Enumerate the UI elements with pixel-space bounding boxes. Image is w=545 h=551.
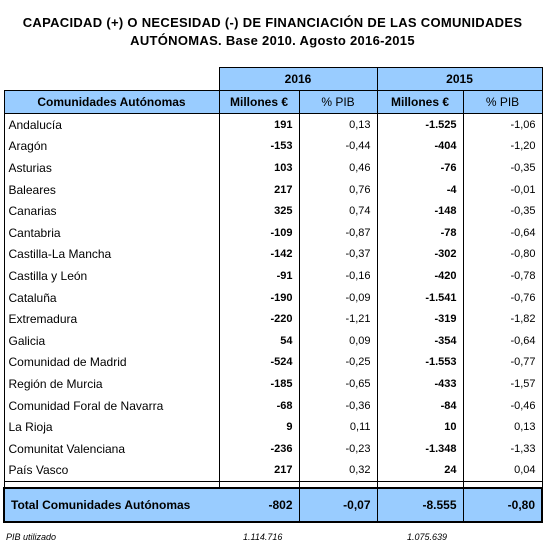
region-name-cell: Comunidad de Madrid [4,352,219,374]
table-row [4,438,542,460]
region-name-cell: Baleares [4,179,219,201]
millones-2015-cell: -1.525 [377,114,463,136]
financing-table [3,67,543,523]
millones-2016-cell: 103 [219,157,299,179]
pib-2016-cell: 0,09 [299,330,377,352]
table-row [4,222,542,244]
table-row [4,200,542,222]
millones-2016-cell: 54 [219,330,299,352]
table-row [4,330,542,352]
millones-2015-cell: -1.348 [377,438,463,460]
table-row [4,395,542,417]
millones-2016-cell: 217 [219,179,299,201]
millones-2016-cell: 217 [219,460,299,482]
pib-2015-cell: -0,64 [463,222,542,244]
pib-2015-cell: -0,80 [463,244,542,266]
region-name-cell: Cantabria [4,222,219,244]
region-name-cell: La Rioja [4,416,219,438]
pib-2015-cell: -0,76 [463,287,542,309]
table-row [4,157,542,179]
millones-2015-cell: 10 [377,416,463,438]
pib-2015-cell: -0,01 [463,179,542,201]
millones-2015-cell: -4 [377,179,463,201]
millones-2015-cell: -84 [377,395,463,417]
millones-2016-cell: -68 [219,395,299,417]
table-row [4,136,542,158]
pib-2015-cell: -0,64 [463,330,542,352]
millones-2016-cell: -190 [219,287,299,309]
column-header-pib-2015: % PIB [463,91,542,114]
total-row [4,488,542,522]
millones-2015-cell: -1.553 [377,352,463,374]
millones-2015-cell: -404 [377,136,463,158]
pib-2015-cell: -1,57 [463,373,542,395]
pib-2015-cell: -0,77 [463,352,542,374]
pib-label: PIB utilizado [6,532,57,542]
pib-2016-cell: 0,13 [299,114,377,136]
region-name-cell: Comunitat Valenciana [4,438,219,460]
pib-2016-cell: -0,09 [299,287,377,309]
table-row [4,416,542,438]
pib-2015-cell: 0,13 [463,416,542,438]
pib-2015-cell: -0,78 [463,265,542,287]
millones-2015-cell: -76 [377,157,463,179]
millones-2016-cell: -109 [219,222,299,244]
millones-2016-cell: -220 [219,308,299,330]
table-row [4,352,542,374]
millones-2015-cell: -302 [377,244,463,266]
table-row [4,265,542,287]
millones-2015-cell: -1.541 [377,287,463,309]
column-header-pib-2016: % PIB [299,91,377,114]
pib-2016-cell: 0,32 [299,460,377,482]
region-name-cell: Extremadura [4,308,219,330]
pib-2015-cell: -1,06 [463,114,542,136]
millones-2016-cell: -153 [219,136,299,158]
pib-2016-cell: -1,21 [299,308,377,330]
region-name-cell: Galicia [4,330,219,352]
pib-2015-cell: -0,35 [463,157,542,179]
total-millones-2016: -802 [219,488,299,522]
table-row [4,460,542,482]
pib-2015-cell: -0,46 [463,395,542,417]
pib-2016-cell: -0,16 [299,265,377,287]
table-title [0,14,545,50]
millones-2016-cell: -236 [219,438,299,460]
region-name-cell: Asturias [4,157,219,179]
millones-2016-cell: -142 [219,244,299,266]
total-pib-2016: -0,07 [299,488,377,522]
region-name-cell: Cataluña [4,287,219,309]
total-millones-2015: -8.555 [377,488,463,522]
table-row [4,114,542,136]
region-name-cell: Comunidad Foral de Navarra [4,395,219,417]
region-name-cell: Aragón [4,136,219,158]
pib-2016-cell: 0,76 [299,179,377,201]
pib-2015-cell: -1,82 [463,308,542,330]
pib-2016-cell: -0,23 [299,438,377,460]
region-name-cell: Región de Murcia [4,373,219,395]
title-line-2: AUTÓNOMAS. Base 2010. Agosto 2016-2015 [130,33,415,48]
year-2015-header: 2015 [377,68,542,91]
region-name-cell: País Vasco [4,460,219,482]
table-row [4,244,542,266]
region-name-cell: Castilla-La Mancha [4,244,219,266]
pib-2016-cell: -0,37 [299,244,377,266]
millones-2015-cell: -420 [377,265,463,287]
region-name-cell: Castilla y León [4,265,219,287]
millones-2015-cell: -433 [377,373,463,395]
pib-2016-value: 1.114.716 [243,532,283,542]
millones-2016-cell: 9 [219,416,299,438]
pib-2016-cell: -0,65 [299,373,377,395]
pib-2016-cell: -0,44 [299,136,377,158]
pib-2015-cell: -1,33 [463,438,542,460]
millones-2016-cell: -185 [219,373,299,395]
pib-2015-cell: 0,04 [463,460,542,482]
table-row [4,373,542,395]
pib-2016-cell: 0,74 [299,200,377,222]
pib-2016-cell: -0,87 [299,222,377,244]
column-header-millones-2016: Millones € [219,91,299,114]
millones-2015-cell: -319 [377,308,463,330]
pib-2015-cell: -1,20 [463,136,542,158]
total-pib-2015: -0,80 [463,488,542,522]
table-row [4,179,542,201]
millones-2015-cell: 24 [377,460,463,482]
table-row [4,308,542,330]
region-name-cell: Canarias [4,200,219,222]
millones-2016-cell: -91 [219,265,299,287]
title-line-1: CAPACIDAD (+) O NECESIDAD (-) DE FINANCIACIÓN DE LAS COMUNIDADES [22,15,523,30]
table-row [4,287,542,309]
year-2016-header: 2016 [219,68,377,91]
millones-2015-cell: -78 [377,222,463,244]
pib-2015-cell: -0,35 [463,200,542,222]
pib-2016-cell: 0,46 [299,157,377,179]
millones-2015-cell: -148 [377,200,463,222]
pib-2015-value: 1.075.639 [407,532,448,542]
millones-2015-cell: -354 [377,330,463,352]
pib-2016-cell: -0,25 [299,352,377,374]
millones-2016-cell: 325 [219,200,299,222]
column-header-region: Comunidades Autónomas [4,91,219,114]
column-header-millones-2015: Millones € [377,91,463,114]
millones-2016-cell: -524 [219,352,299,374]
pib-2016-cell: 0,11 [299,416,377,438]
pib-2016-cell: -0,36 [299,395,377,417]
total-label: Total Comunidades Autónomas [4,488,219,522]
region-name-cell: Andalucía [4,114,219,136]
millones-2016-cell: 191 [219,114,299,136]
